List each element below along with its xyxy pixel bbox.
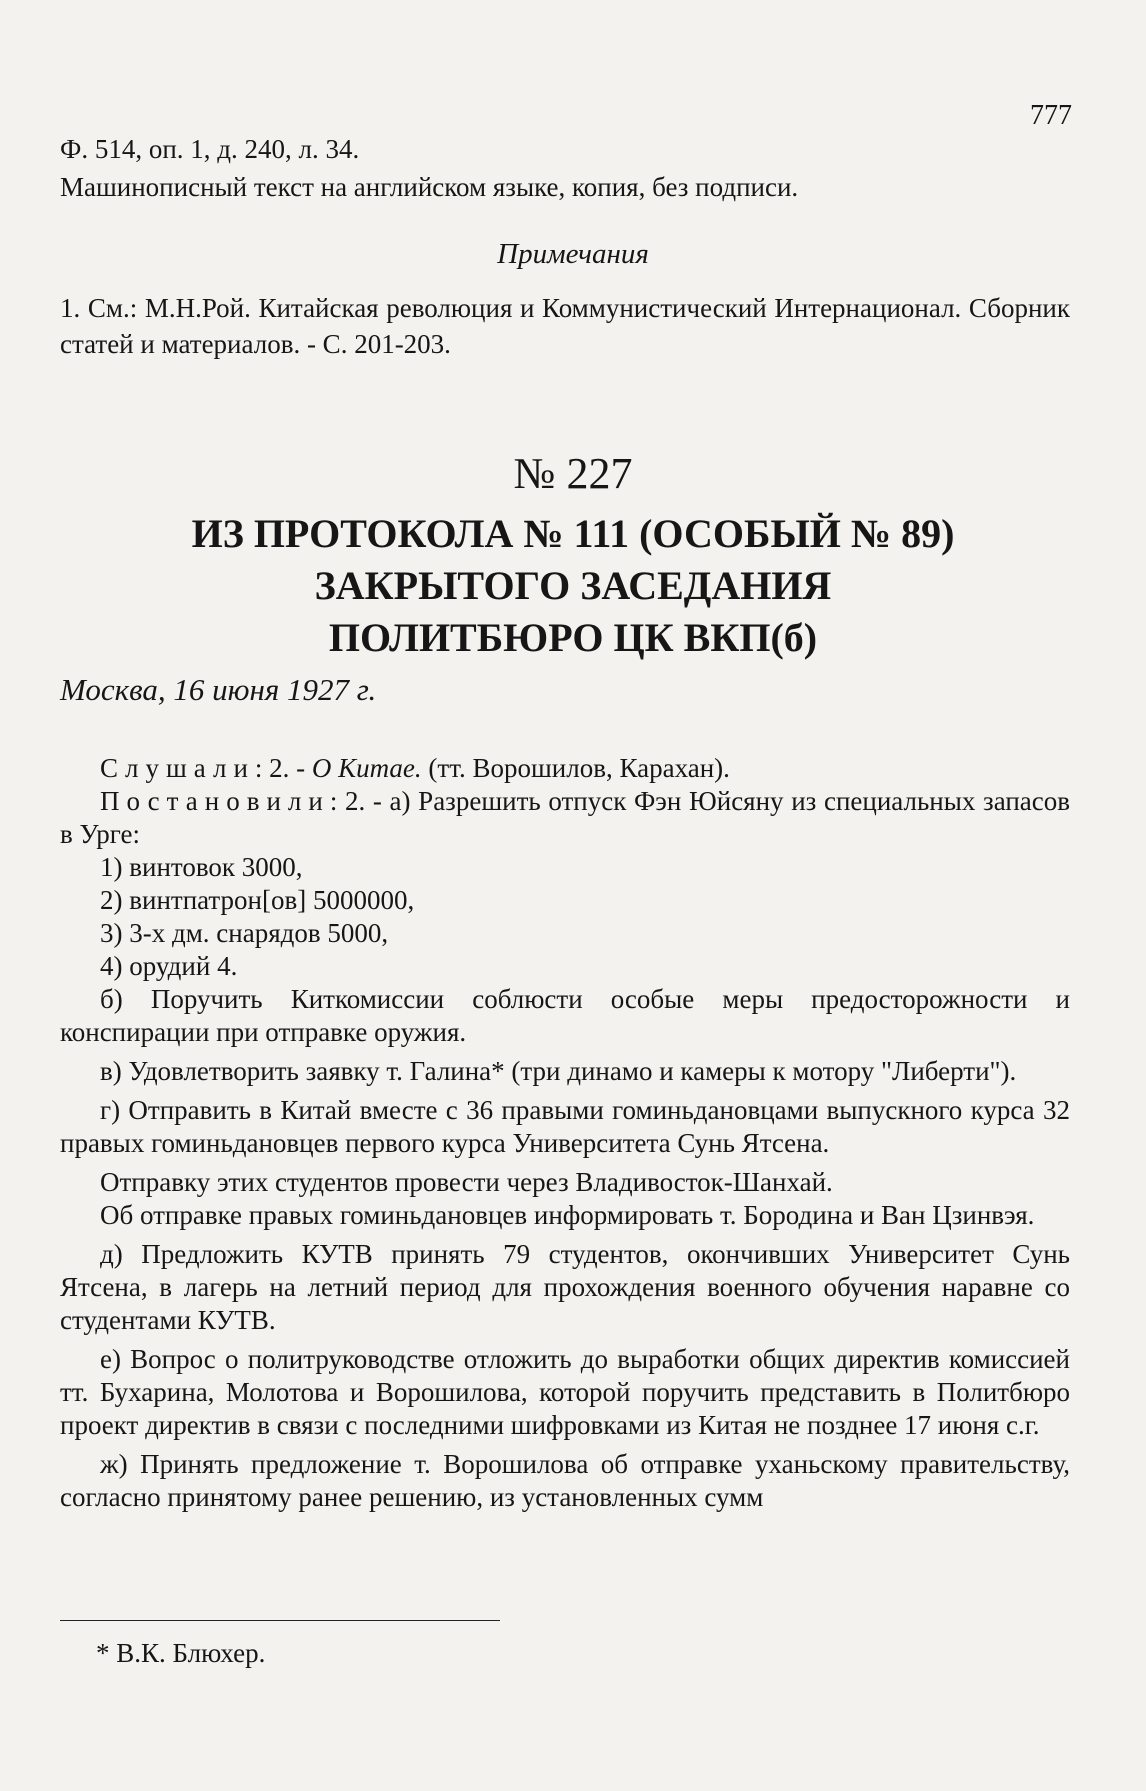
resolved-text: : 2. - а) Разрешить отпуск Фэн Юйсяну из специальных запасов в Урге:: [60, 786, 1070, 849]
archive-reference: [60, 130, 1070, 206]
clause-v: в) Удовлетворить заявку т. Галина* (три динамо и камеры к мотору "Либерти").: [100, 1056, 1017, 1086]
list-item: 1) винтовок 3000,: [100, 852, 303, 882]
fond-reference: Ф. 514, оп. 1, д. 240, л. 34.: [60, 134, 360, 164]
document-title: [0, 508, 1146, 664]
note-1: 1. См.: М.Н.Рой. Китайская революция и Коммунистический Интернационал. Сборник статей и материалов. - С. 201-203.: [60, 293, 1070, 359]
resolved-paragraph: [60, 785, 1070, 851]
heard-topic: О Китае.: [311, 753, 422, 783]
notes-heading: Примечания: [497, 238, 649, 270]
list-item: 4) орудий 4.: [100, 951, 238, 981]
clause-zh: ж) Принять предложение т. Ворошилова об отправке уханьскому правительству, согласно принятому ранее решению, из установленных сумм: [60, 1449, 1070, 1512]
title-line-1: ИЗ ПРОТОКОЛА № 111 (ОСОБЫЙ № 89): [191, 511, 955, 556]
place-date: Москва, 16 июня 1927 г.: [60, 672, 377, 707]
title-line-3: ПОЛИТБЮРО ЦК ВКП(б): [328, 615, 818, 660]
footnote-divider: [60, 1620, 500, 1621]
heard-number: : 2. -: [254, 753, 312, 783]
copy-description: Машинописный текст на английском языке, копия, без подписи.: [60, 172, 799, 202]
clause-d: д) Предложить КУТВ принять 79 студентов, окончивших Университет Сунь Ятсена, в лагерь на летний период для прохождения военного обучения наравне со студентами КУТВ.: [60, 1239, 1070, 1335]
list-item: 3) 3-х дм. снарядов 5000,: [100, 918, 389, 948]
footnote: * В.К. Блюхер.: [96, 1638, 266, 1668]
heard-paragraph: [60, 752, 1070, 785]
page-number: 777: [1030, 100, 1072, 131]
clause-e: е) Вопрос о политруководстве отложить до выработки общих директив комиссией тт. Бухарина, Молотова и Ворошилова, которой поручить представить в Политбюро проект директив в связи с последними шифровками из Китая не позднее 17 июня с.г.: [60, 1344, 1070, 1440]
clause-b: б) Поручить Киткомиссии соблюсти особые меры предосторожности и конспирации при отправке оружия.: [60, 984, 1070, 1047]
list-item: 2) винтпатрон[ов] 5000000,: [100, 885, 415, 915]
clause-g: г) Отправить в Китай вместе с 36 правыми гоминьдановцами выпускного курса 32 правых гоминьдановцев первого курса Университета Сунь Ятсена.: [60, 1095, 1070, 1158]
resolved-label: Постановили: [100, 786, 330, 816]
protocol-body: [60, 752, 1070, 1514]
heard-speakers: (тт. Ворошилов, Карахан).: [421, 753, 730, 783]
clause-g-inform: Об отправке правых гоминьдановцев информировать т. Бородина и Ван Цзинвэя.: [100, 1200, 1035, 1230]
clause-g-route: Отправку этих студентов провести через Владивосток-Шанхай.: [100, 1167, 833, 1197]
title-line-2: ЗАКРЫТОГО ЗАСЕДАНИЯ: [314, 563, 832, 608]
document-number: № 227: [513, 449, 633, 498]
heard-label: Слушали: [100, 753, 255, 783]
